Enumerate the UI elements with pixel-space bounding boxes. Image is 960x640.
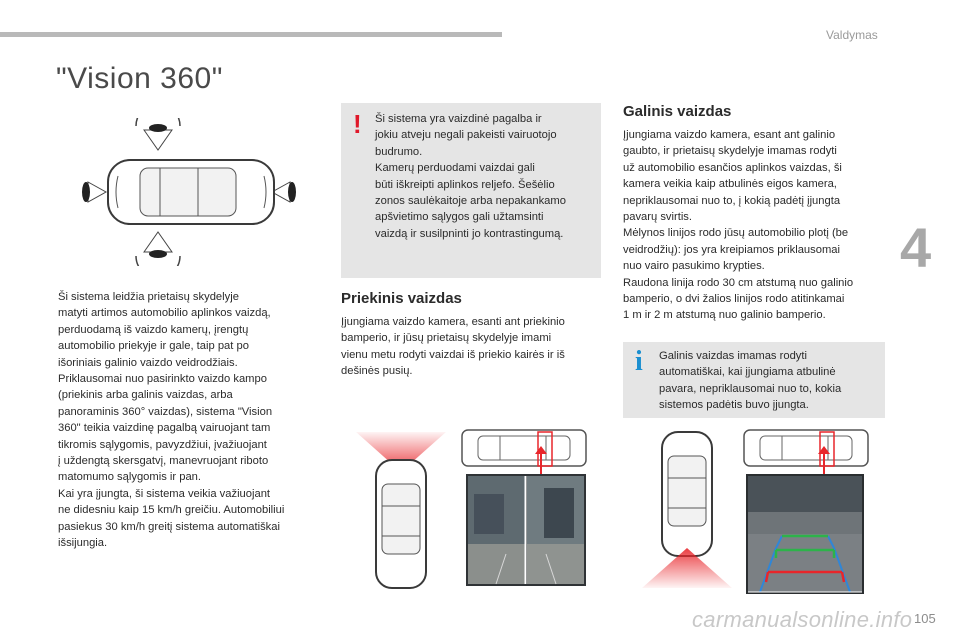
front-view-display-icon	[460, 428, 588, 472]
rear-view-text: Įjungiama vaizdo kamera, esant ant galinio gaubto, ir prietaisų skydelyje imamas rodyti už automobilio esančios aplinkos vaizdas, ši kamera veikia kaip atbulinės eigos kamera, nepriklausomai nuo to, į kokią padėtį įjungta pavarų svirtis. Mėlynos linijos rodo jūsų automobilio plotį (be veidrodžių): jos yra kreipiamos priklausomai nuo vairo pasukimo krypties. Raudona linija rodo 30 cm atstumą nuo galinio bamperio, o dvi žalios linijos rodo atitinkamai 1 m ir 2 m atstumą nuo galinio bamperio.	[623, 129, 854, 322]
front-view-screen	[466, 474, 586, 586]
rear-view-screen	[746, 474, 864, 594]
warning-icon: !	[353, 109, 362, 139]
camera-cone-left	[88, 182, 106, 202]
car-camera-diagram	[78, 118, 300, 266]
camera-cone-front	[144, 130, 172, 150]
watermark: carmanualsonline.info	[692, 607, 913, 632]
warning-box	[341, 103, 601, 278]
rear-view-display-icon	[742, 428, 870, 472]
page-number: 105	[914, 611, 936, 626]
intro-text: Ši sistema leidžia prietaisų skydelyje matyti artimos automobilio aplinkos vaizdą, perduodamą iš vaizdo kamerų, įrengtų automobilio priekyje ir gale, taip pat po išoriniais galinio vaizdo veidrodžiais. Priklausomai nuo pasirinkto vaizdo kampo (priekinis arba galinis vaizdas, arba panoraminis 360° vaizdas), sistema "Vision 360" teikia vaizdinę pagalbą vairuojant tam tikromis sąlygomis, pavyzdžiui, įvažiuojant į uždengtą skersgatvį, manevruojant riboto matomumo sąlygomis ir pan. Kai yra įjungta, ši sistema veikia važiuojant ne didesniu kaip 15 km/h greičiu. Automobiliui pasiekus 30 km/h greitį sistema automatiškai išsijungia.	[58, 291, 285, 550]
front-view-text: Įjungiama vaizdo kamera, esanti ant priekinio bamperio, ir jūsų prietaisų skydelyje imami vienu metu rodyti vaizdai iš priekio kairės ir iš dešinės pusių.	[341, 316, 565, 378]
front-view-heading: Priekinis vaizdas	[341, 290, 462, 307]
warning-text: Ši sistema yra vaizdinė pagalba ir jokiu atveju negali pakeisti vairuotojo budrumo. Kamerų perduodami vaizdai gali būti iškreipti aplinkos reljefo. Šešėlio zonos saulėkaitoje arba nepakankamo apšvietimo sąlygos gali užtamsinti vaizdą ir susilpninti jo kontrastingumą.	[375, 113, 566, 240]
rear-view-car-illustration	[638, 430, 736, 590]
info-icon: i	[635, 346, 643, 377]
rear-view-heading: Galinis vaizdas	[623, 103, 732, 120]
front-view-arrow-icon	[533, 446, 549, 476]
info-box	[623, 342, 885, 418]
camera-cone-rear	[144, 232, 172, 252]
rear-view-arrow-icon	[816, 446, 832, 476]
header-bar	[0, 32, 502, 37]
page-title: "Vision 360"	[56, 62, 223, 95]
front-view-car-illustration	[352, 430, 450, 590]
chapter-number: 4	[900, 216, 932, 279]
info-text: Galinis vaizdas imamas rodyti automatiškai, kai įjungiama atbulinė pavara, nepriklausomai nuo to, kokia sistemos padėtis buvo įjungta.	[659, 350, 842, 412]
rear-camera-zone	[642, 548, 732, 588]
section-label: Valdymas	[826, 28, 878, 42]
